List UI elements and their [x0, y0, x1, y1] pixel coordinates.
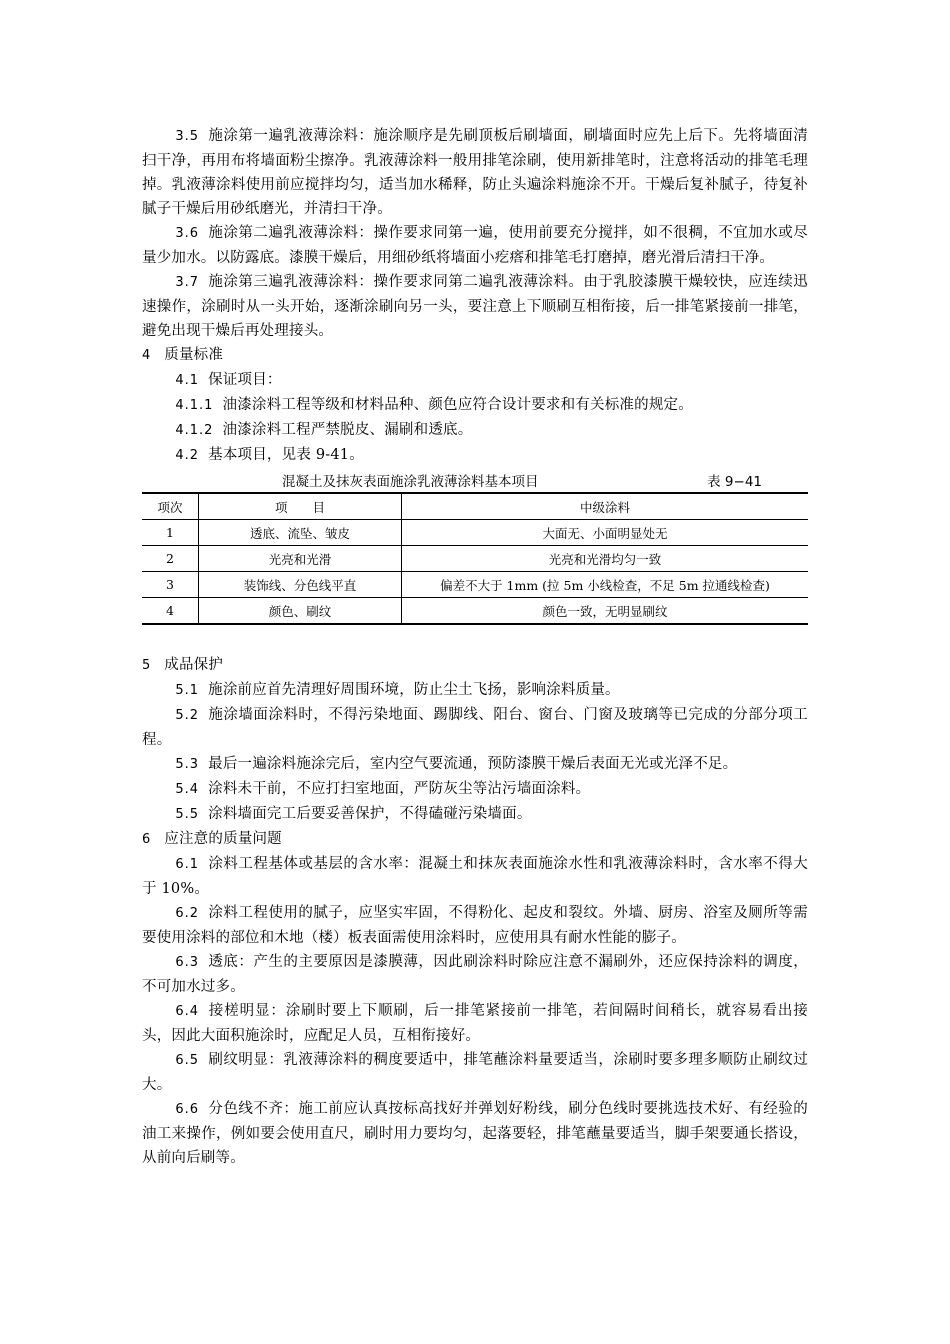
item-text: 最后一遍涂料施涂完后，室内空气要流通，预防漆膜干燥后表面无光或光泽不足。: [208, 756, 738, 772]
item-number: 3.5: [175, 129, 200, 144]
item-number: 5.2: [175, 708, 200, 723]
section-title: 质量标准: [164, 347, 224, 363]
table-caption: [142, 468, 808, 490]
section-title: 成品保护: [164, 657, 224, 673]
paragraph-6-4: [142, 999, 808, 1048]
document-page: [142, 124, 808, 1170]
table-cell: 大面无、小面明显处无: [402, 520, 809, 546]
header-cell-grade: 中级涂料: [402, 493, 809, 520]
item-text: 施涂第三遍乳液薄涂料：操作要求同第二遍乳液薄涂料。由于乳胶漆膜干燥较快，应连续迅速操作，涂刷时从一头开始，逐渐涂刷向另一头，要注意上下顺刷互相衔接，后一排笔紧接前一排笔，避免出现干燥后再处理接头。: [142, 274, 808, 339]
paragraph-5-1: [142, 678, 808, 703]
paragraph-5-3: [142, 752, 808, 777]
header-cell-index: 项次: [142, 493, 199, 520]
paragraph-5-2: [142, 703, 808, 752]
table-cell: 偏差不大于 1mm (拉 5m 小线检查，不足 5m 拉通线检查): [402, 572, 809, 598]
paragraph-4-1: [142, 368, 808, 393]
item-text: 涂料工程使用的腻子，应坚实牢固，不得粉化、起皮和裂纹。外墙、厨房、浴室及厕所等需要使用涂料的部位和木地（楼）板表面需使用涂料时，应使用具有耐水性能的膨子。: [142, 905, 808, 946]
item-number: 4.1.2: [175, 423, 214, 438]
quality-table: [142, 492, 808, 625]
table-row: [142, 546, 808, 572]
section-title: 应注意的质量问题: [164, 831, 282, 847]
table-cell: 颜色一致，无明显刷纹: [402, 598, 809, 625]
item-text: 施涂第一遍乳液薄涂料：施涂顺序是先刷顶板后刷墙面，刷墙面时应先上后下。先将墙面清扫干净，再用布将墙面粉尘擦净。乳液薄涂料一般用排笔涂刷，使用新排笔时，注意将活动的排笔毛理掉。乳液薄涂料使用前应搅拌均匀，适当加水稀释，防止头遍涂料施涂不开。干燥后复补腻子，待复补腻子干燥后用砂纸磨光，并清扫干净。: [142, 128, 808, 217]
item-number: 5.1: [175, 683, 200, 698]
section-6-heading: [142, 827, 808, 852]
table-cell: 装饰线、分色线平直: [199, 572, 402, 598]
spacer: [142, 625, 808, 653]
item-number: 6.1: [175, 857, 200, 872]
table-row: [142, 520, 808, 546]
paragraph-6-3: [142, 950, 808, 999]
table-title: 混凝土及抹灰表面施涂乳液薄涂料基本项目: [282, 474, 539, 490]
paragraph-6-6: [142, 1097, 808, 1170]
paragraph-4-1-2: [142, 418, 808, 443]
paragraph-3-6: [142, 221, 808, 270]
table-cell: 2: [142, 546, 199, 572]
section-5-heading: [142, 653, 808, 678]
item-text: 透底：产生的主要原因是漆膜薄，因此刷涂料时除应注意不漏刷外，还应保持涂料的调度，不可加水过多。: [142, 954, 808, 995]
table-row: [142, 598, 808, 625]
item-text: 接槎明显：涂刷时要上下顺刷，后一排笔紧接前一排笔，若间隔时间稍长，就容易看出接头，因此大面积施涂时，应配足人员，互相衔接好。: [142, 1003, 808, 1044]
item-text: 分色线不齐：施工前应认真按标高找好并弹划好粉线，刷分色线时要挑选技术好、有经验的油工来操作，例如要会使用直尺，刷时用力要均匀，起落要轻，排笔蘸量要适当，脚手架要通长搭设，从前向后刷等。: [142, 1101, 808, 1166]
section-number: 5: [142, 658, 152, 673]
item-number: 4.1: [175, 373, 200, 388]
paragraph-3-7: [142, 270, 808, 343]
table-cell: 1: [142, 520, 199, 546]
paragraph-6-2: [142, 901, 808, 950]
table-cell: 4: [142, 598, 199, 625]
item-number: 5.3: [175, 757, 200, 772]
table-cell: 光亮和光滑: [199, 546, 402, 572]
header-cell-item: 项 目: [199, 493, 402, 520]
item-text: 施涂墙面涂料时，不得污染地面、踢脚线、阳台、窗台、门窗及玻璃等已完成的分部分项工程。: [142, 707, 808, 748]
item-number: 5.5: [175, 807, 200, 822]
item-text: 油漆涂料工程等级和材料品种、颜色应符合设计要求和有关标准的规定。: [222, 397, 693, 413]
table-cell: 光亮和光滑均匀一致: [402, 546, 809, 572]
table-label: 表 9−41: [707, 474, 762, 490]
paragraph-5-5: [142, 802, 808, 827]
paragraph-5-4: [142, 777, 808, 802]
paragraph-6-5: [142, 1048, 808, 1097]
item-text: 施涂前应首先清理好周围环境，防止尘土飞扬，影响涂料质量。: [208, 682, 620, 698]
item-number: 3.7: [175, 275, 200, 290]
item-text: 基本项目，见表 9-41。: [208, 447, 364, 463]
item-number: 5.4: [175, 782, 200, 797]
item-number: 6.3: [175, 955, 200, 970]
item-text: 涂料未干前，不应打扫室地面，严防灰尘等沾污墙面涂料。: [208, 781, 591, 797]
paragraph-6-1: [142, 852, 808, 901]
table-row: [142, 572, 808, 598]
table-header-row: [142, 493, 808, 520]
table-cell: 3: [142, 572, 199, 598]
section-4-heading: [142, 343, 808, 368]
paragraph-4-2: [142, 443, 808, 468]
item-number: 3.6: [175, 226, 200, 241]
item-text: 施涂第二遍乳液薄涂料：操作要求同第一遍，使用前要充分搅拌，如不很稠，不宜加水或尽量少加水。以防露底。漆膜干燥后，用细砂纸将墙面小疙瘩和排笔毛打磨掉，磨光滑后清扫干净。: [142, 225, 808, 266]
paragraph-3-5: [142, 124, 808, 221]
section-3-items: [142, 124, 808, 343]
item-number: 6.6: [175, 1102, 200, 1117]
item-text: 油漆涂料工程严禁脱皮、漏刷和透底。: [222, 422, 473, 438]
paragraph-4-1-1: [142, 393, 808, 418]
item-number: 4.2: [175, 448, 200, 463]
item-text: 涂料工程基体或基层的含水率：混凝土和抹灰表面施涂水性和乳液薄涂料时，含水率不得大于 10%。: [142, 856, 808, 897]
item-text: 刷纹明显：乳液薄涂料的稠度要适中，排笔蘸涂料量要适当，涂刷时要多理多顺防止刷纹过大。: [142, 1052, 808, 1093]
item-number: 6.2: [175, 906, 200, 921]
section-number: 4: [142, 348, 152, 363]
section-number: 6: [142, 832, 152, 847]
table-cell: 透底、流坠、皱皮: [199, 520, 402, 546]
item-number: 4.1.1: [175, 398, 214, 413]
item-text: 保证项目：: [208, 372, 282, 388]
item-text: 涂料墙面完工后要妥善保护，不得磕碰污染墙面。: [208, 806, 532, 822]
item-number: 6.4: [175, 1004, 200, 1019]
table-cell: 颜色、刷纹: [199, 598, 402, 625]
item-number: 6.5: [175, 1053, 200, 1068]
